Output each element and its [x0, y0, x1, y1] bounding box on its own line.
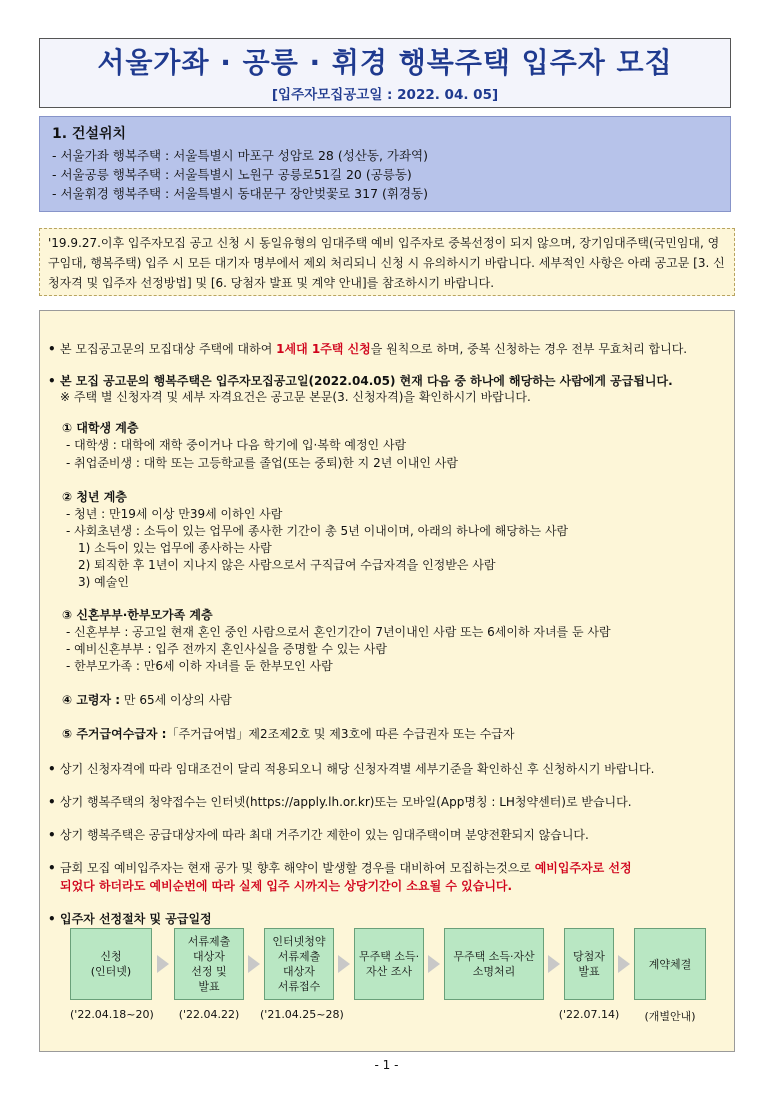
bullet-dot-icon: •	[48, 861, 56, 875]
flow-step-apply: 신청 (인터넷)	[70, 928, 152, 1000]
bullet-dot-icon: •	[48, 342, 56, 356]
page-number: - 1 -	[374, 1058, 399, 1072]
location-line-gongneung: - 서울공릉 행복주택 : 서울특별시 노원구 공릉로51길 20 (공릉동)	[52, 167, 412, 182]
bullet1-text-post: 을 원칙으로 하며, 중복 신청하는 경우 전부 무효처리 합니다.	[370, 342, 688, 356]
location-heading: 1. 건설위치	[52, 126, 127, 142]
category-elderly	[62, 691, 232, 708]
category-housing-benefit	[62, 725, 514, 742]
category-youth-line: - 사회초년생 : 소득이 있는 업무에 종사한 기간이 총 5년 이내이며, 아래의 하나에 해당하는 사람	[66, 524, 569, 538]
category-newlywed-line: - 한부모가족 : 만6세 이하 자녀를 둔 한부모인 사람	[66, 659, 333, 673]
page-title: 서울가좌 · 공릉 · 휘경 행복주택 입주자 모집	[97, 46, 673, 79]
bullet1-text-highlight: 1세대 1주택 신청	[276, 342, 371, 356]
bullet1-text-pre: 본 모집공고문의 모집대상 주택에 대하여	[60, 342, 277, 356]
category-student-line: - 취업준비생 : 대학 또는 고등학교를 졸업(또는 중퇴)한 지 2년 이내인 사람	[66, 456, 458, 470]
arrow-right-icon	[548, 955, 560, 973]
selection-flowchart	[70, 928, 720, 1048]
flow-step-document-selection: 서류제출 대상자 선정 및 발표	[174, 928, 244, 1000]
main-section	[39, 310, 735, 1052]
bullet-waitlist-continued: 되었다 하더라도 예비순번에 따라 실제 입주 시까지는 상당기간이 소요될 수 있습니다.	[60, 879, 513, 893]
flow-date-document-submission: ('21.04.25~28)	[260, 1008, 344, 1021]
category-elderly-text: 만 65세 이상의 사람	[120, 693, 232, 707]
category-youth-subline: 1) 소득이 있는 업무에 종사하는 사람	[78, 541, 272, 555]
category-housing-benefit-text: 「주거급여법」제2조제2호 및 제3호에 따른 수급권자 또는 수급자	[166, 727, 515, 741]
flow-step-asset-explanation: 무주택 소득·자산 소명처리	[444, 928, 544, 1000]
flow-step-winner-announcement: 당첨자 발표	[564, 928, 614, 1000]
bullet-application-channel	[48, 793, 632, 810]
bullet4-text: 상기 행복주택의 청약접수는 인터넷(https://apply.lh.or.kr)또는 모바일(App명칭 : LH청약센터)로 받습니다.	[60, 795, 632, 809]
flow-step-contract: 계약체결	[634, 928, 706, 1000]
flow-date-apply: ('22.04.18~20)	[70, 1008, 154, 1021]
bullet-dot-icon: •	[48, 762, 56, 776]
bullet3-text: 상기 신청자격에 따라 임대조건이 달리 적용되오니 해당 신청자격별 세부기준을 확인하신 후 신청하시기 바랍니다.	[60, 762, 655, 776]
notice-box: '19.9.27.이후 입주자모집 공고 신청 시 동일유형의 임대주택 예비 입주자로 중복선정이 되지 않으며, 장기임대주택(국민임대, 영구임대, 행복주택) 입주 시 모든 대기자 명부에서 제외 처리되니 신청 시 유의하시기 바랍니다. 세부적인 사항은 아래 공고문 [3. 신청자격 및 입주자 선정방법] 및 [6. 당첨자 발표 및 계약 안내]를 참조하시기 바랍니다.	[39, 228, 735, 296]
category-youth-subline: 2) 퇴직한 후 1년이 지나지 않은 사람으로서 구직급여 수급자격을 인정받은 사람	[78, 558, 496, 572]
eligibility-note: ※ 주택 별 신청자격 및 세부 자격요건은 공고문 본문(3. 신청자격)을 확인하시기 바랍니다.	[60, 390, 531, 404]
bullet-one-household	[48, 340, 687, 357]
arrow-right-icon	[248, 955, 260, 973]
arrow-right-icon	[157, 955, 169, 973]
announcement-date: [입주자모집공고일 : 2022. 04. 05]	[271, 87, 499, 103]
flow-step-asset-check: 무주택 소득· 자산 조사	[354, 928, 424, 1000]
bullet-waitlist	[48, 859, 632, 876]
arrow-right-icon	[338, 955, 350, 973]
bullet-dot-icon: •	[48, 912, 56, 926]
flow-date-document-selection: ('22.04.22)	[178, 1008, 240, 1021]
category-housing-benefit-title: ⑤ 주거급여수급자 :	[62, 727, 167, 741]
arrow-right-icon	[428, 955, 440, 973]
location-line-gajwa: - 서울가좌 행복주택 : 서울특별시 마포구 성암로 28 (성산동, 가좌역)	[52, 148, 428, 163]
title-box	[39, 38, 731, 108]
category-student-line: - 대학생 : 대학에 재학 중이거나 다음 학기에 입·복학 예정인 사람	[66, 438, 407, 452]
bullet6-text-pre: 금회 모집 예비입주자는 현재 공가 및 향후 해약이 발생할 경우를 대비하여 모집하는것으로	[60, 861, 535, 875]
category-youth-title: ② 청년 계층	[62, 490, 127, 504]
bullet6-text-highlight: 예비입주자로 선정	[534, 861, 632, 875]
bullet-schedule	[48, 910, 212, 927]
flow-step-document-submission: 인터넷청약 서류제출 대상자 서류접수	[264, 928, 334, 1000]
category-newlywed-line: - 예비신혼부부 : 입주 전까지 혼인사실을 증명할 수 있는 사람	[66, 642, 387, 656]
category-youth-line: - 청년 : 만19세 이상 만39세 이하인 사람	[66, 507, 283, 521]
location-line-hwigyeong: - 서울휘경 행복주택 : 서울특별시 동대문구 장안벚꽃로 317 (휘경동)	[52, 186, 428, 201]
category-student-title: ① 대학생 계층	[62, 421, 139, 435]
flow-date-contract: (개별안내)	[644, 1010, 696, 1023]
bullet-dot-icon: •	[48, 828, 56, 842]
bullet-eligibility	[48, 372, 673, 389]
category-newlywed-title: ③ 신혼부부·한부모가족 계층	[62, 608, 213, 622]
category-elderly-title: ④ 고령자 :	[62, 693, 121, 707]
category-youth-subline: 3) 예술인	[78, 575, 129, 589]
bullet-residence-limit	[48, 826, 589, 843]
bullet2-text: 본 모집 공고문의 행복주택은 입주자모집공고일(2022.04.05) 현재 다음 중 하나에 해당하는 사람에게 공급됩니다.	[60, 374, 673, 388]
bullet-dot-icon: •	[48, 795, 56, 809]
arrow-right-icon	[618, 955, 630, 973]
bullet7-text: 입주자 선정절차 및 공급일정	[60, 912, 212, 926]
flow-date-winner-announcement: ('22.07.14)	[558, 1008, 620, 1021]
location-section	[39, 116, 731, 212]
category-newlywed-line: - 신혼부부 : 공고일 현재 혼인 중인 사람으로서 혼인기간이 7년이내인 사람 또는 6세이하 자녀를 둔 사람	[66, 625, 611, 639]
bullet-conditions	[48, 760, 654, 777]
bullet5-text: 상기 행복주택은 공급대상자에 따라 최대 거주기간 제한이 있는 임대주택이며 분양전환되지 않습니다.	[60, 828, 589, 842]
bullet-dot-icon: •	[48, 374, 56, 388]
